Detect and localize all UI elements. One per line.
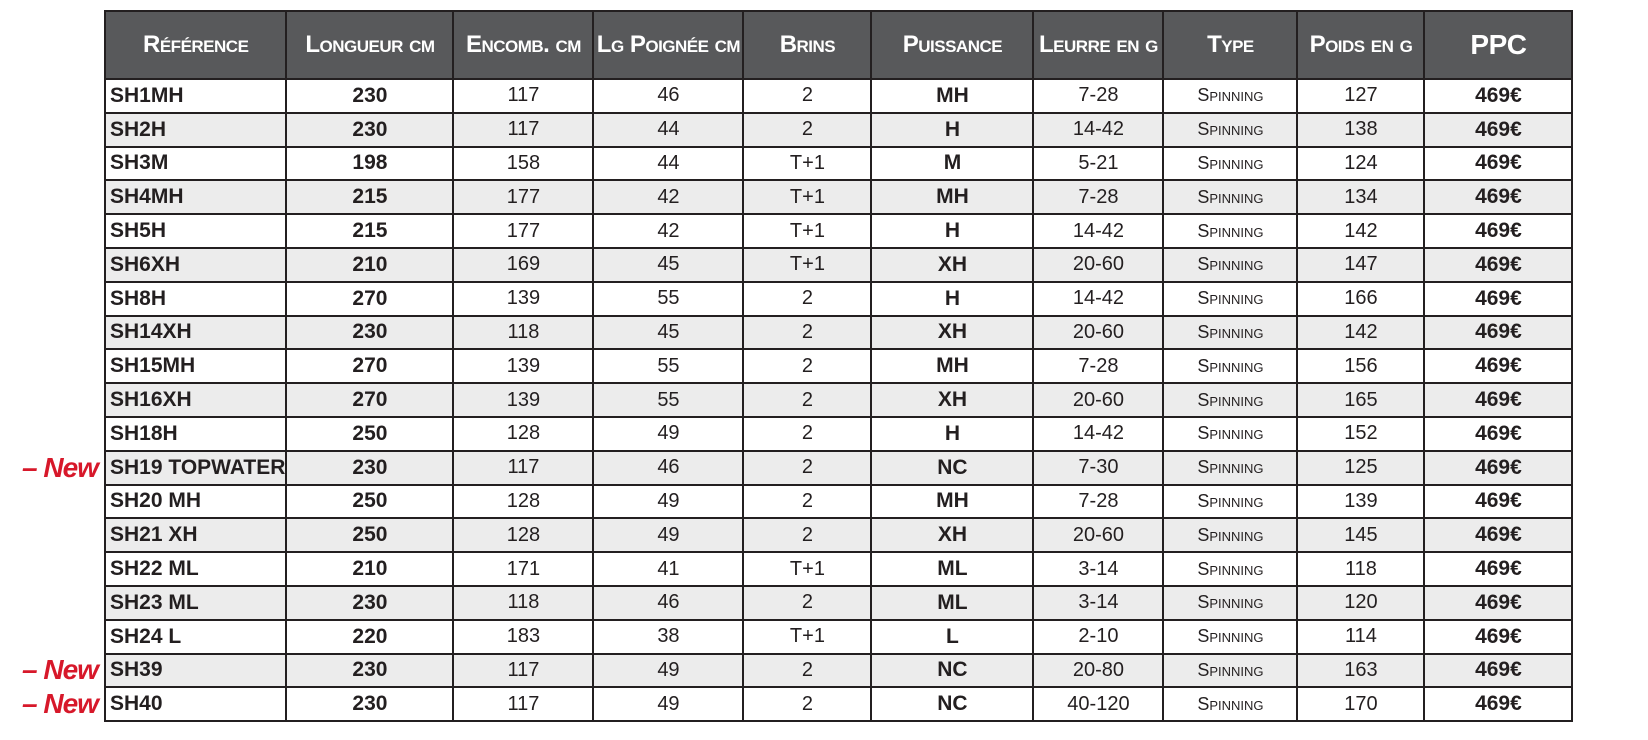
cell-poids: 118 (1297, 552, 1424, 586)
cell-longueur: 198 (286, 147, 453, 181)
cell-poignee: 38 (593, 620, 743, 654)
cell-puissance: MH (871, 349, 1033, 383)
cell-ppc: 469€ (1424, 451, 1572, 485)
cell-longueur: 210 (286, 552, 453, 586)
cell-puissance: M (871, 147, 1033, 181)
table-row (105, 316, 1572, 350)
cell-encombrement: 171 (453, 552, 593, 586)
cell-leurre: 7-30 (1033, 451, 1163, 485)
cell-brins: 2 (743, 113, 871, 147)
cell-type: Spinning (1163, 282, 1297, 316)
cell-poids: 139 (1297, 485, 1424, 519)
cell-reference: SH19 TOPWATER (105, 451, 286, 485)
cell-encombrement: 139 (453, 349, 593, 383)
cell-brins: T+1 (743, 214, 871, 248)
cell-poignee: 42 (593, 214, 743, 248)
cell-poids: 170 (1297, 687, 1424, 721)
cell-brins: 2 (743, 79, 871, 113)
cell-ppc: 469€ (1424, 586, 1572, 620)
cell-brins: 2 (743, 383, 871, 417)
header-encombrement: Encomb. cm (453, 11, 593, 79)
cell-encombrement: 177 (453, 180, 593, 214)
cell-reference: SH24 L (105, 620, 286, 654)
cell-brins: T+1 (743, 552, 871, 586)
cell-encombrement: 117 (453, 79, 593, 113)
header-brins: Brins (743, 11, 871, 79)
cell-longueur: 250 (286, 417, 453, 451)
cell-longueur: 230 (286, 451, 453, 485)
cell-poignee: 49 (593, 654, 743, 688)
cell-longueur: 270 (286, 349, 453, 383)
cell-ppc: 469€ (1424, 214, 1572, 248)
cell-type: Spinning (1163, 214, 1297, 248)
cell-ppc: 469€ (1424, 316, 1572, 350)
cell-brins: 2 (743, 518, 871, 552)
table-row (105, 518, 1572, 552)
cell-leurre: 5-21 (1033, 147, 1163, 181)
cell-reference: SH5H (105, 214, 286, 248)
cell-ppc: 469€ (1424, 349, 1572, 383)
cell-leurre: 7-28 (1033, 349, 1163, 383)
cell-puissance: NC (871, 654, 1033, 688)
cell-encombrement: 128 (453, 417, 593, 451)
cell-brins: 2 (743, 282, 871, 316)
table-row (105, 147, 1572, 181)
cell-leurre: 7-28 (1033, 180, 1163, 214)
cell-poids: 127 (1297, 79, 1424, 113)
cell-leurre: 20-60 (1033, 518, 1163, 552)
cell-poids: 114 (1297, 620, 1424, 654)
table-row (105, 383, 1572, 417)
table-row (105, 654, 1572, 688)
cell-brins: T+1 (743, 248, 871, 282)
cell-puissance: ML (871, 586, 1033, 620)
table-row (105, 248, 1572, 282)
cell-longueur: 210 (286, 248, 453, 282)
cell-poignee: 46 (593, 586, 743, 620)
cell-longueur: 230 (286, 654, 453, 688)
cell-type: Spinning (1163, 113, 1297, 147)
cell-encombrement: 118 (453, 316, 593, 350)
cell-type: Spinning (1163, 316, 1297, 350)
cell-brins: 2 (743, 316, 871, 350)
cell-reference: SH14XH (105, 316, 286, 350)
cell-poignee: 44 (593, 113, 743, 147)
new-badge: – New (22, 654, 98, 686)
spec-table-wrapper (104, 10, 1573, 722)
cell-leurre: 3-14 (1033, 552, 1163, 586)
cell-longueur: 230 (286, 79, 453, 113)
cell-brins: T+1 (743, 620, 871, 654)
cell-poignee: 46 (593, 79, 743, 113)
cell-type: Spinning (1163, 620, 1297, 654)
cell-type: Spinning (1163, 349, 1297, 383)
cell-ppc: 469€ (1424, 620, 1572, 654)
cell-encombrement: 117 (453, 654, 593, 688)
cell-ppc: 469€ (1424, 383, 1572, 417)
cell-ppc: 469€ (1424, 113, 1572, 147)
cell-poignee: 42 (593, 180, 743, 214)
cell-type: Spinning (1163, 383, 1297, 417)
cell-poids: 152 (1297, 417, 1424, 451)
cell-brins: 2 (743, 485, 871, 519)
cell-encombrement: 183 (453, 620, 593, 654)
cell-type: Spinning (1163, 180, 1297, 214)
cell-type: Spinning (1163, 518, 1297, 552)
cell-encombrement: 118 (453, 586, 593, 620)
cell-poids: 166 (1297, 282, 1424, 316)
cell-longueur: 215 (286, 180, 453, 214)
table-row (105, 687, 1572, 721)
cell-leurre: 14-42 (1033, 282, 1163, 316)
cell-puissance: ML (871, 552, 1033, 586)
cell-leurre: 14-42 (1033, 214, 1163, 248)
cell-leurre: 7-28 (1033, 79, 1163, 113)
cell-longueur: 230 (286, 316, 453, 350)
cell-encombrement: 128 (453, 485, 593, 519)
cell-ppc: 469€ (1424, 79, 1572, 113)
cell-ppc: 469€ (1424, 552, 1572, 586)
cell-longueur: 220 (286, 620, 453, 654)
cell-poids: 124 (1297, 147, 1424, 181)
cell-type: Spinning (1163, 451, 1297, 485)
cell-poids: 163 (1297, 654, 1424, 688)
cell-puissance: XH (871, 518, 1033, 552)
cell-poignee: 55 (593, 282, 743, 316)
cell-type: Spinning (1163, 248, 1297, 282)
cell-ppc: 469€ (1424, 417, 1572, 451)
cell-reference: SH39 (105, 654, 286, 688)
cell-encombrement: 158 (453, 147, 593, 181)
cell-poignee: 49 (593, 485, 743, 519)
cell-encombrement: 177 (453, 214, 593, 248)
cell-longueur: 270 (286, 383, 453, 417)
cell-poids: 125 (1297, 451, 1424, 485)
table-row (105, 282, 1572, 316)
table-row (105, 79, 1572, 113)
cell-leurre: 7-28 (1033, 485, 1163, 519)
cell-brins: 2 (743, 349, 871, 383)
cell-leurre: 20-60 (1033, 383, 1163, 417)
cell-poignee: 49 (593, 417, 743, 451)
cell-poignee: 55 (593, 383, 743, 417)
cell-puissance: L (871, 620, 1033, 654)
table-row (105, 451, 1572, 485)
table-row (105, 586, 1572, 620)
cell-brins: 2 (743, 654, 871, 688)
cell-brins: T+1 (743, 180, 871, 214)
cell-reference: SH1MH (105, 79, 286, 113)
cell-poignee: 49 (593, 687, 743, 721)
header-poignee: Lg Poignée cm (593, 11, 743, 79)
table-row (105, 349, 1572, 383)
table-body (105, 79, 1572, 721)
cell-poignee: 45 (593, 248, 743, 282)
cell-poids: 120 (1297, 586, 1424, 620)
header-puissance: Puissance (871, 11, 1033, 79)
table-row (105, 620, 1572, 654)
cell-type: Spinning (1163, 687, 1297, 721)
cell-poignee: 44 (593, 147, 743, 181)
cell-reference: SH21 XH (105, 518, 286, 552)
cell-reference: SH8H (105, 282, 286, 316)
new-badge: – New (22, 688, 98, 720)
header-leurre: Leurre en g (1033, 11, 1163, 79)
table-row (105, 113, 1572, 147)
cell-encombrement: 128 (453, 518, 593, 552)
cell-leurre: 20-80 (1033, 654, 1163, 688)
cell-encombrement: 117 (453, 687, 593, 721)
cell-longueur: 270 (286, 282, 453, 316)
cell-puissance: MH (871, 485, 1033, 519)
cell-reference: SH23 ML (105, 586, 286, 620)
cell-puissance: NC (871, 451, 1033, 485)
cell-encombrement: 117 (453, 113, 593, 147)
cell-reference: SH22 ML (105, 552, 286, 586)
cell-longueur: 230 (286, 586, 453, 620)
cell-poids: 138 (1297, 113, 1424, 147)
header-longueur: Longueur cm (286, 11, 453, 79)
cell-type: Spinning (1163, 586, 1297, 620)
cell-type: Spinning (1163, 417, 1297, 451)
cell-encombrement: 139 (453, 383, 593, 417)
cell-type: Spinning (1163, 552, 1297, 586)
cell-poignee: 49 (593, 518, 743, 552)
cell-longueur: 250 (286, 518, 453, 552)
cell-brins: T+1 (743, 147, 871, 181)
header-ppc: PPC (1424, 11, 1572, 79)
new-badge: – New (22, 451, 98, 483)
cell-reference: SH16XH (105, 383, 286, 417)
cell-ppc: 469€ (1424, 248, 1572, 282)
cell-leurre: 14-42 (1033, 417, 1163, 451)
cell-poignee: 55 (593, 349, 743, 383)
cell-reference: SH18H (105, 417, 286, 451)
cell-encombrement: 117 (453, 451, 593, 485)
cell-puissance: XH (871, 248, 1033, 282)
cell-brins: 2 (743, 451, 871, 485)
cell-puissance: H (871, 417, 1033, 451)
header-reference: Référence (105, 11, 286, 79)
cell-longueur: 215 (286, 214, 453, 248)
cell-reference: SH20 MH (105, 485, 286, 519)
cell-brins: 2 (743, 687, 871, 721)
cell-leurre: 20-60 (1033, 316, 1163, 350)
cell-puissance: MH (871, 180, 1033, 214)
cell-ppc: 469€ (1424, 147, 1572, 181)
table-row (105, 417, 1572, 451)
cell-poids: 145 (1297, 518, 1424, 552)
header-poids: Poids en g (1297, 11, 1424, 79)
cell-puissance: XH (871, 383, 1033, 417)
table-row (105, 214, 1572, 248)
cell-type: Spinning (1163, 485, 1297, 519)
header-row (105, 11, 1572, 79)
cell-poignee: 45 (593, 316, 743, 350)
cell-reference: SH4MH (105, 180, 286, 214)
cell-puissance: XH (871, 316, 1033, 350)
rod-spec-table (104, 10, 1573, 722)
cell-puissance: NC (871, 687, 1033, 721)
cell-leurre: 20-60 (1033, 248, 1163, 282)
header-type: Type (1163, 11, 1297, 79)
cell-type: Spinning (1163, 654, 1297, 688)
cell-leurre: 3-14 (1033, 586, 1163, 620)
cell-poids: 134 (1297, 180, 1424, 214)
cell-poids: 142 (1297, 214, 1424, 248)
cell-poids: 142 (1297, 316, 1424, 350)
cell-poids: 156 (1297, 349, 1424, 383)
cell-reference: SH40 (105, 687, 286, 721)
cell-brins: 2 (743, 586, 871, 620)
cell-ppc: 469€ (1424, 687, 1572, 721)
cell-puissance: H (871, 282, 1033, 316)
cell-ppc: 469€ (1424, 282, 1572, 316)
cell-ppc: 469€ (1424, 518, 1572, 552)
table-row (105, 485, 1572, 519)
cell-ppc: 469€ (1424, 485, 1572, 519)
cell-ppc: 469€ (1424, 654, 1572, 688)
cell-reference: SH2H (105, 113, 286, 147)
cell-brins: 2 (743, 417, 871, 451)
cell-puissance: H (871, 214, 1033, 248)
cell-longueur: 230 (286, 687, 453, 721)
cell-type: Spinning (1163, 147, 1297, 181)
cell-type: Spinning (1163, 79, 1297, 113)
cell-encombrement: 169 (453, 248, 593, 282)
cell-poignee: 41 (593, 552, 743, 586)
cell-leurre: 14-42 (1033, 113, 1163, 147)
cell-puissance: H (871, 113, 1033, 147)
cell-leurre: 2-10 (1033, 620, 1163, 654)
table-row (105, 180, 1572, 214)
cell-encombrement: 139 (453, 282, 593, 316)
cell-leurre: 40-120 (1033, 687, 1163, 721)
table-row (105, 552, 1572, 586)
cell-poids: 165 (1297, 383, 1424, 417)
cell-puissance: MH (871, 79, 1033, 113)
cell-reference: SH15MH (105, 349, 286, 383)
cell-longueur: 250 (286, 485, 453, 519)
cell-longueur: 230 (286, 113, 453, 147)
cell-reference: SH3M (105, 147, 286, 181)
cell-poignee: 46 (593, 451, 743, 485)
cell-ppc: 469€ (1424, 180, 1572, 214)
cell-poids: 147 (1297, 248, 1424, 282)
cell-reference: SH6XH (105, 248, 286, 282)
